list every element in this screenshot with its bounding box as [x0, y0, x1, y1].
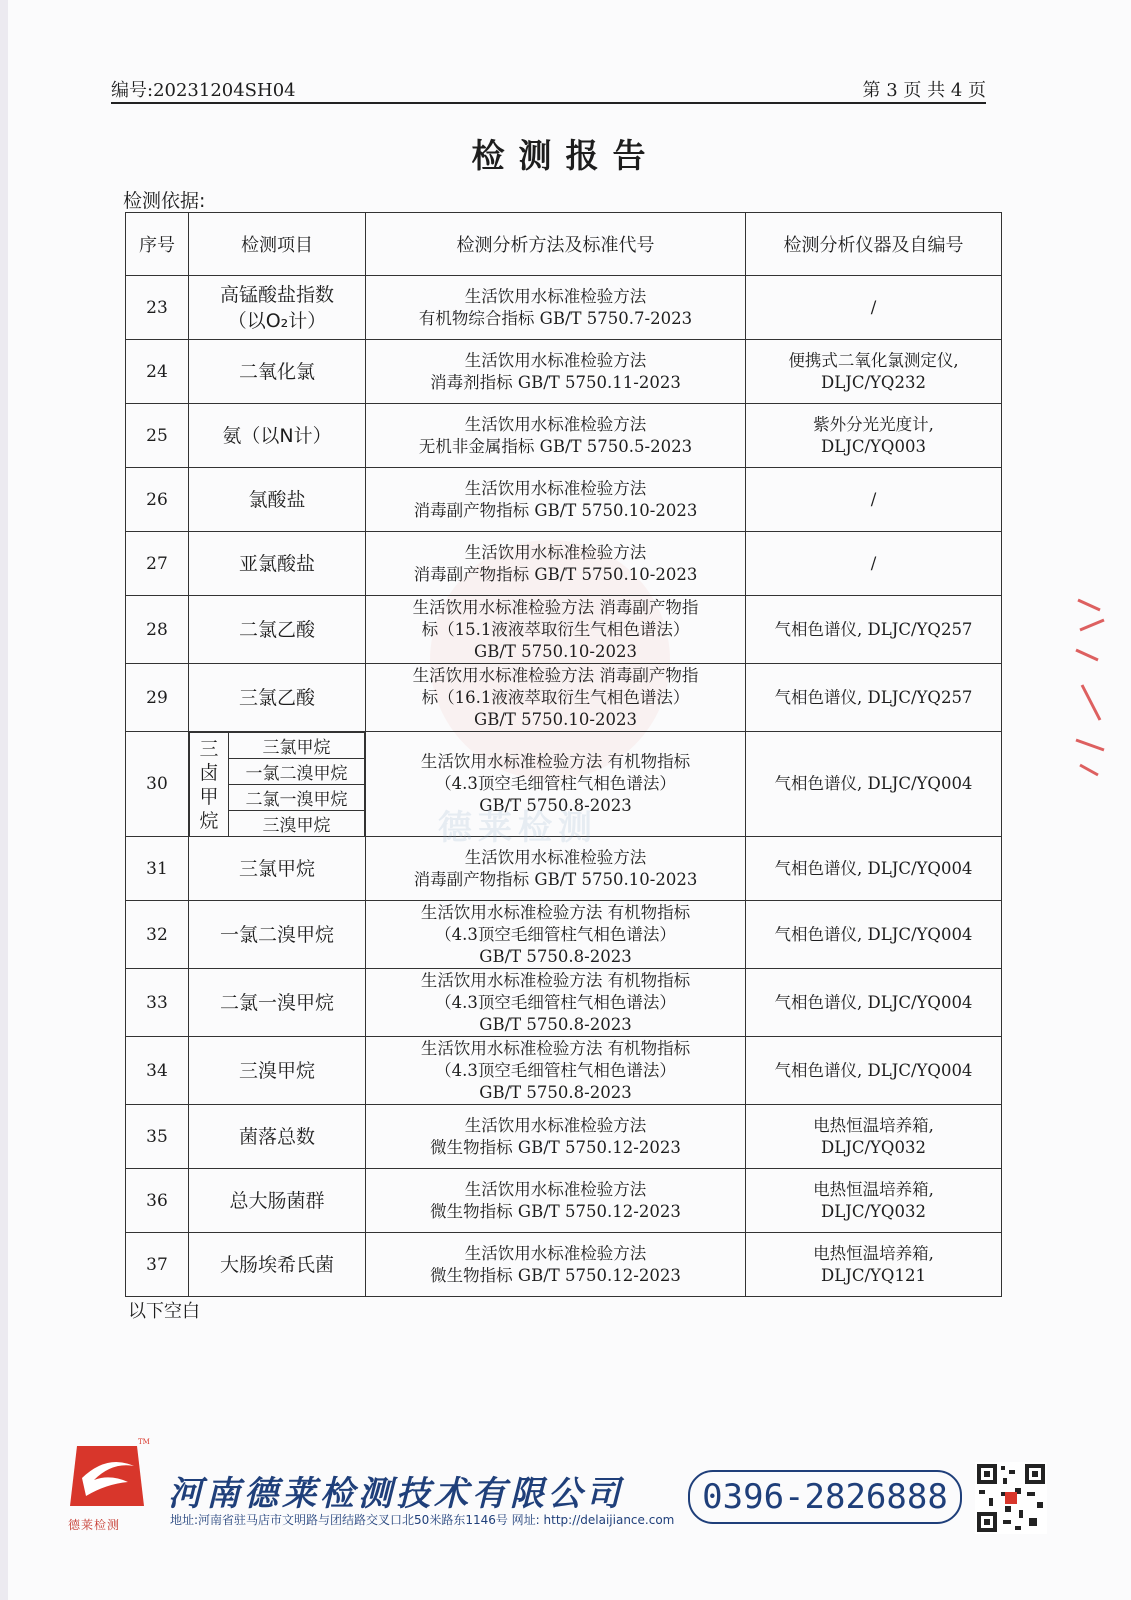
table-row: [126, 596, 1002, 664]
row-item-line: 三氯甲烷: [238, 857, 315, 880]
row-instrument-line: DLJC/YQ121: [821, 1265, 926, 1285]
company-address: 地址:河南省驻马店市文明路与团结路交叉口北50米路东1146号 网址: http://delaijiance.com: [170, 1513, 675, 1527]
svg-text:TM: TM: [138, 1438, 150, 1446]
row-instrument: [746, 276, 1002, 340]
row-item-line: 菌落总数: [238, 1125, 315, 1148]
row-seq: 35: [126, 1105, 189, 1169]
row-instrument-line: /: [870, 553, 877, 573]
row-method-line: 生活饮用水标准检验方法 有机物指标: [420, 752, 691, 771]
row-instrument-line: 气相色谱仪, DLJC/YQ004: [774, 992, 973, 1012]
row-item-line: 亚氯酸盐: [238, 552, 315, 575]
report-title: 检测报告: [471, 136, 660, 175]
row-item-line: 高锰酸盐指数: [219, 283, 334, 306]
row-item-line: 一氯二溴甲烷: [219, 923, 334, 946]
row-instrument: [746, 1105, 1002, 1169]
table-row: [126, 901, 1002, 969]
group-label-char: 三: [199, 737, 219, 760]
row-method-line: 生活饮用水标准检验方法 消毒副产物指: [412, 665, 699, 685]
table-row: [126, 1233, 1002, 1297]
table-row: [126, 340, 1002, 404]
row-method: [366, 1037, 746, 1105]
row-method-line: 生活饮用水标准检验方法: [464, 286, 647, 306]
row-method-line: 消毒副产物指标 GB/T 5750.10-2023: [413, 869, 698, 889]
row-item: [189, 969, 366, 1037]
row-item-line: 二氯乙酸: [238, 618, 315, 641]
row-method: [366, 596, 746, 664]
row-item: [189, 468, 366, 532]
row-item-line: 三溴甲烷: [238, 1059, 315, 1082]
page-indicator: 第 3 页 共 4 页: [862, 80, 986, 101]
header-instrument: 检测分析仪器及自编号: [746, 213, 1002, 276]
row-instrument: [746, 1169, 1002, 1233]
logo-caption: 德莱检测: [68, 1518, 121, 1532]
row-seq: 37: [126, 1233, 189, 1297]
row-method-line: 微生物指标 GB/T 5750.12-2023: [430, 1265, 681, 1285]
row-instrument-line: 气相色谱仪, DLJC/YQ004: [774, 774, 973, 793]
table-row: [126, 664, 1002, 732]
row-method: [366, 664, 746, 732]
row-item-line: 总大肠菌群: [229, 1189, 325, 1212]
row-method-line: （4.3顶空毛细管柱气相色谱法）: [435, 924, 676, 944]
row-method: [366, 901, 746, 969]
row-method-line: 生活饮用水标准检验方法: [464, 1243, 647, 1263]
row-instrument-line: DLJC/YQ032: [821, 1137, 926, 1157]
row-item-line: （以O₂计）: [227, 309, 327, 332]
row-item: [189, 1105, 366, 1169]
row-instrument-line: 电热恒温培养箱,: [813, 1115, 934, 1135]
row-method-line: （4.3顶空毛细管柱气相色谱法）: [435, 1060, 676, 1080]
row-instrument: [746, 664, 1002, 732]
company-name: 河南德莱检测技术有限公司: [168, 1474, 624, 1514]
blank-note: 以下空白: [128, 1301, 200, 1322]
row-method: [366, 276, 746, 340]
row-method: [366, 404, 746, 468]
company-phone: 0396-2826888: [688, 1470, 962, 1524]
row-item: [189, 532, 366, 596]
row-method-line: 生活饮用水标准检验方法 消毒副产物指: [412, 597, 699, 617]
row-method: [366, 1169, 746, 1233]
row-seq: 28: [126, 596, 189, 664]
row-item: [189, 1037, 366, 1105]
row-seq: 24: [126, 340, 189, 404]
row-method-line: 生活饮用水标准检验方法: [464, 350, 647, 370]
row-instrument: [746, 1233, 1002, 1297]
row-seq: 26: [126, 468, 189, 532]
row-method-line: （4.3顶空毛细管柱气相色谱法）: [435, 774, 676, 793]
group-label-char: 烷: [199, 809, 219, 832]
row-method-line: 生活饮用水标准检验方法: [464, 1115, 647, 1135]
row-item-line: 二氧化氯: [238, 360, 315, 383]
table-row: [126, 468, 1002, 532]
row-seq: 34: [126, 1037, 189, 1105]
row-instrument-line: /: [870, 489, 877, 509]
row-instrument-line: 紫外分光光度计,: [813, 414, 934, 434]
group-label-char: 甲: [199, 785, 219, 808]
row-method-line: GB/T 5750.8-2023: [479, 946, 632, 966]
report-number: 编号:20231204SH04: [111, 80, 296, 101]
row-seq: 31: [126, 837, 189, 901]
row-item: [189, 664, 366, 732]
table-row: [126, 1169, 1002, 1233]
row-instrument: [746, 732, 1002, 837]
group-subrow: [190, 733, 365, 759]
row-method-line: 生活饮用水标准检验方法 有机物指标: [420, 902, 691, 922]
row-method-line: 消毒副产物指标 GB/T 5750.10-2023: [413, 564, 698, 584]
row-seq: 23: [126, 276, 189, 340]
row-method-line: 生活饮用水标准检验方法: [464, 847, 647, 867]
row-instrument: [746, 969, 1002, 1037]
row-method-line: GB/T 5750.8-2023: [479, 1082, 632, 1102]
row-instrument: [746, 837, 1002, 901]
row-method-line: 微生物指标 GB/T 5750.12-2023: [430, 1201, 681, 1221]
row-item-line: 大肠埃希氏菌: [219, 1253, 334, 1276]
row-method-line: GB/T 5750.8-2023: [479, 796, 632, 815]
header-seq: 序号: [126, 213, 189, 276]
row-method: [366, 969, 746, 1037]
qr-code-icon: [975, 1462, 1047, 1534]
table-row: [126, 1037, 1002, 1105]
group-subitem: 二氯一溴甲烷: [229, 785, 365, 811]
header-method: 检测分析方法及标准代号: [366, 213, 746, 276]
row-instrument-line: 气相色谱仪, DLJC/YQ004: [774, 924, 973, 944]
row-item: [189, 276, 366, 340]
row-method-line: 标（15.1液液萃取衍生气相色谱法）: [421, 619, 690, 639]
row-seq: 25: [126, 404, 189, 468]
watermark-text: 德莱检测: [438, 808, 598, 848]
row-item: [189, 837, 366, 901]
row-instrument-line: 电热恒温培养箱,: [813, 1243, 934, 1263]
row-item: [189, 901, 366, 969]
row-seq: 30: [126, 732, 189, 837]
basis-label: 检测依据:: [123, 190, 206, 212]
row-method-line: 生活饮用水标准检验方法: [464, 542, 647, 562]
row-method-line: 无机非金属指标 GB/T 5750.5-2023: [418, 436, 693, 456]
row-item: [189, 404, 366, 468]
table-row: [126, 1105, 1002, 1169]
row-method-line: GB/T 5750.10-2023: [474, 641, 637, 661]
row-item: [189, 340, 366, 404]
row-instrument-line: 电热恒温培养箱,: [813, 1179, 934, 1199]
row-method: [366, 532, 746, 596]
row-instrument-line: 气相色谱仪, DLJC/YQ257: [774, 687, 973, 707]
row-item: [189, 1233, 366, 1297]
group-subtable: [189, 732, 365, 836]
report-header: [111, 76, 986, 104]
row-instrument-line: 气相色谱仪, DLJC/YQ004: [774, 858, 973, 878]
stamp-edge: [1070, 590, 1110, 780]
row-method: [366, 468, 746, 532]
row-method-line: 生活饮用水标准检验方法: [464, 1179, 647, 1199]
row-method-line: 微生物指标 GB/T 5750.12-2023: [430, 1137, 681, 1157]
group-items-cell: [189, 732, 366, 837]
row-method-line: 生活饮用水标准检验方法 有机物指标: [420, 1038, 691, 1058]
row-method-line: 消毒副产物指标 GB/T 5750.10-2023: [413, 500, 698, 520]
row-method-line: 生活饮用水标准检验方法: [464, 478, 647, 498]
row-instrument-line: DLJC/YQ232: [821, 372, 926, 392]
row-instrument-line: 气相色谱仪, DLJC/YQ257: [774, 619, 973, 639]
row-seq: 29: [126, 664, 189, 732]
row-item-line: 氯酸盐: [248, 488, 306, 511]
row-item: [189, 1169, 366, 1233]
row-instrument: [746, 1037, 1002, 1105]
table-row: [126, 404, 1002, 468]
row-method: [366, 340, 746, 404]
row-instrument: [746, 468, 1002, 532]
group-label-char: 卤: [199, 761, 219, 784]
row-instrument-line: 气相色谱仪, DLJC/YQ004: [774, 1060, 973, 1080]
table-row: [126, 276, 1002, 340]
row-instrument-line: /: [870, 297, 877, 317]
row-instrument: [746, 596, 1002, 664]
table-body: [126, 276, 1002, 1297]
group-subitem: 一氯二溴甲烷: [229, 759, 365, 785]
row-instrument: [746, 532, 1002, 596]
row-instrument: [746, 340, 1002, 404]
test-basis-table: [125, 212, 1002, 1297]
table-row: [126, 532, 1002, 596]
row-instrument-line: 便携式二氧化氯测定仪,: [788, 350, 959, 370]
row-method-line: 有机物综合指标 GB/T 5750.7-2023: [418, 308, 693, 328]
row-item-line: 三氯乙酸: [238, 686, 315, 709]
header-item: 检测项目: [189, 213, 366, 276]
row-method-line: 生活饮用水标准检验方法: [464, 414, 647, 434]
row-instrument-line: DLJC/YQ032: [821, 1201, 926, 1221]
row-method-line: 标（16.1液液萃取衍生气相色谱法）: [421, 687, 690, 707]
row-item: [189, 596, 366, 664]
row-item-line: 氨（以N计）: [222, 424, 332, 447]
row-method: [366, 1105, 746, 1169]
row-method-line: GB/T 5750.10-2023: [474, 709, 637, 729]
row-method-line: （4.3顶空毛细管柱气相色谱法）: [435, 992, 676, 1012]
row-instrument: [746, 404, 1002, 468]
row-seq: 27: [126, 532, 189, 596]
group-subitem: 三氯甲烷: [229, 733, 365, 759]
group-label: [190, 733, 229, 837]
row-instrument-line: DLJC/YQ003: [821, 436, 926, 456]
row-seq: 36: [126, 1169, 189, 1233]
table-header-row: [126, 213, 1002, 276]
table-row: [126, 969, 1002, 1037]
row-seq: 32: [126, 901, 189, 969]
row-method-line: 生活饮用水标准检验方法 有机物指标: [420, 970, 691, 990]
row-seq: 33: [126, 969, 189, 1037]
row-item-line: 二氯一溴甲烷: [219, 991, 334, 1014]
row-method-line: 消毒剂指标 GB/T 5750.11-2023: [430, 372, 681, 392]
group-subitem: 三溴甲烷: [229, 811, 365, 837]
row-method: [366, 1233, 746, 1297]
row-method-line: GB/T 5750.8-2023: [479, 1014, 632, 1034]
row-instrument: [746, 901, 1002, 969]
